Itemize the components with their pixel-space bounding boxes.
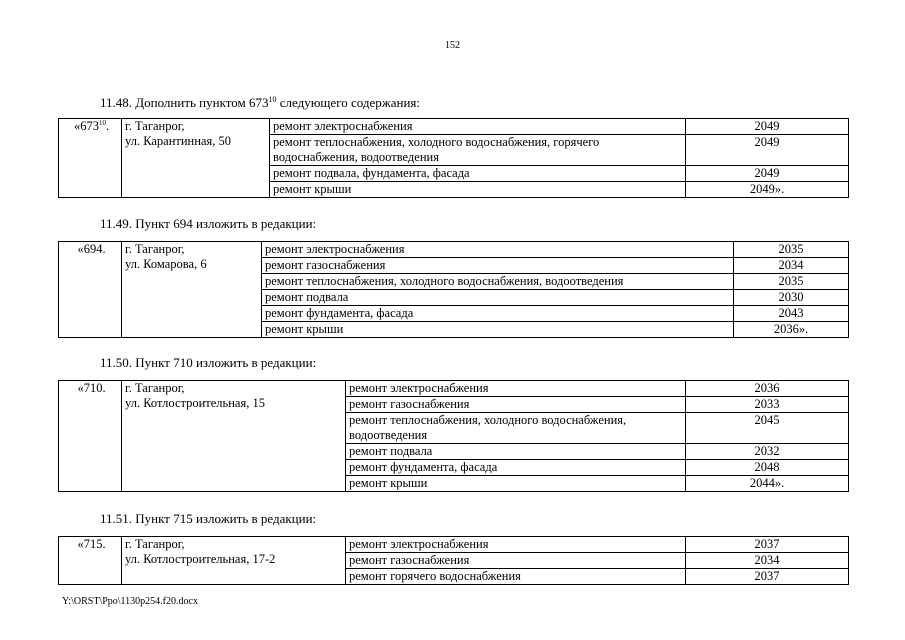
year-cell: 2033	[686, 397, 849, 413]
year-cell: 2036	[686, 381, 849, 397]
year-cell: 2049».	[686, 182, 849, 198]
table-row	[59, 381, 849, 397]
work-cell: ремонт теплоснабжения, холодного водоснабжения, горячего водоснабжения, водоотведения	[270, 135, 686, 166]
year-cell: 2034	[686, 553, 849, 569]
year-cell: 2037	[686, 537, 849, 553]
section-heading-11-48: 11.48. Дополнить пунктом $673^{10}$ следующего содержания:	[100, 95, 420, 110]
address-cell: г. Таганрог, ул. Котлостроительная, 17-2	[122, 537, 346, 585]
item-number: «$673^{10}$.	[59, 119, 122, 198]
section-heading-11-51: 11.51. Пункт 715 изложить в редакции:	[100, 511, 317, 526]
section-heading-11-49: 11.49. Пункт 694 изложить в редакции:	[100, 216, 317, 231]
work-cell: ремонт теплоснабжения, холодного водоснабжения, водоотведения	[262, 274, 734, 290]
work-cell: ремонт подвала	[262, 290, 734, 306]
repair-table-715	[58, 536, 849, 585]
work-cell: ремонт крыши	[270, 182, 686, 198]
file-path-footer: Y:\ORST\Ppo\1130p254.f20.docx	[62, 596, 198, 607]
repair-table-694	[58, 241, 849, 338]
repair-table-673-10	[58, 118, 849, 198]
work-cell: ремонт электроснабжения	[270, 119, 686, 135]
year-cell: 2049	[686, 135, 849, 166]
address-cell: г. Таганрог, ул. Котлостроительная, 15	[122, 381, 346, 492]
work-cell: ремонт фундамента, фасада	[262, 306, 734, 322]
year-cell: 2043	[734, 306, 849, 322]
address-cell: г. Таганрог, ул. Карантинная, 50	[122, 119, 270, 198]
work-cell: ремонт электроснабжения	[346, 381, 686, 397]
year-cell: 2035	[734, 274, 849, 290]
item-number: «694.	[59, 242, 122, 338]
address-cell: г. Таганрог, ул. Комарова, 6	[122, 242, 262, 338]
item-number: «710.	[59, 381, 122, 492]
table-row	[59, 537, 849, 553]
year-cell: 2037	[686, 569, 849, 585]
year-cell: 2034	[734, 258, 849, 274]
work-cell: ремонт крыши	[262, 322, 734, 338]
year-cell: 2049	[686, 166, 849, 182]
work-cell: ремонт крыши	[346, 476, 686, 492]
year-cell: 2036».	[734, 322, 849, 338]
work-cell: ремонт фундамента, фасада	[346, 460, 686, 476]
work-cell: ремонт электроснабжения	[262, 242, 734, 258]
year-cell: 2045	[686, 413, 849, 444]
year-cell: 2032	[686, 444, 849, 460]
work-cell: ремонт газоснабжения	[346, 553, 686, 569]
work-cell: ремонт теплоснабжения, холодного водоснабжения, водоотведения	[346, 413, 686, 444]
table-row	[59, 119, 849, 135]
work-cell: ремонт газоснабжения	[262, 258, 734, 274]
work-cell: ремонт подвала, фундамента, фасада	[270, 166, 686, 182]
work-cell: ремонт подвала	[346, 444, 686, 460]
year-cell: 2035	[734, 242, 849, 258]
repair-table-710	[58, 380, 849, 492]
year-cell: 2048	[686, 460, 849, 476]
year-cell: 2030	[734, 290, 849, 306]
year-cell: 2049	[686, 119, 849, 135]
work-cell: ремонт электроснабжения	[346, 537, 686, 553]
year-cell: 2044».	[686, 476, 849, 492]
section-heading-11-50: 11.50. Пункт 710 изложить в редакции:	[100, 355, 317, 370]
page-number: 152	[445, 40, 460, 51]
item-number: «715.	[59, 537, 122, 585]
table-row	[59, 242, 849, 258]
work-cell: ремонт горячего водоснабжения	[346, 569, 686, 585]
work-cell: ремонт газоснабжения	[346, 397, 686, 413]
